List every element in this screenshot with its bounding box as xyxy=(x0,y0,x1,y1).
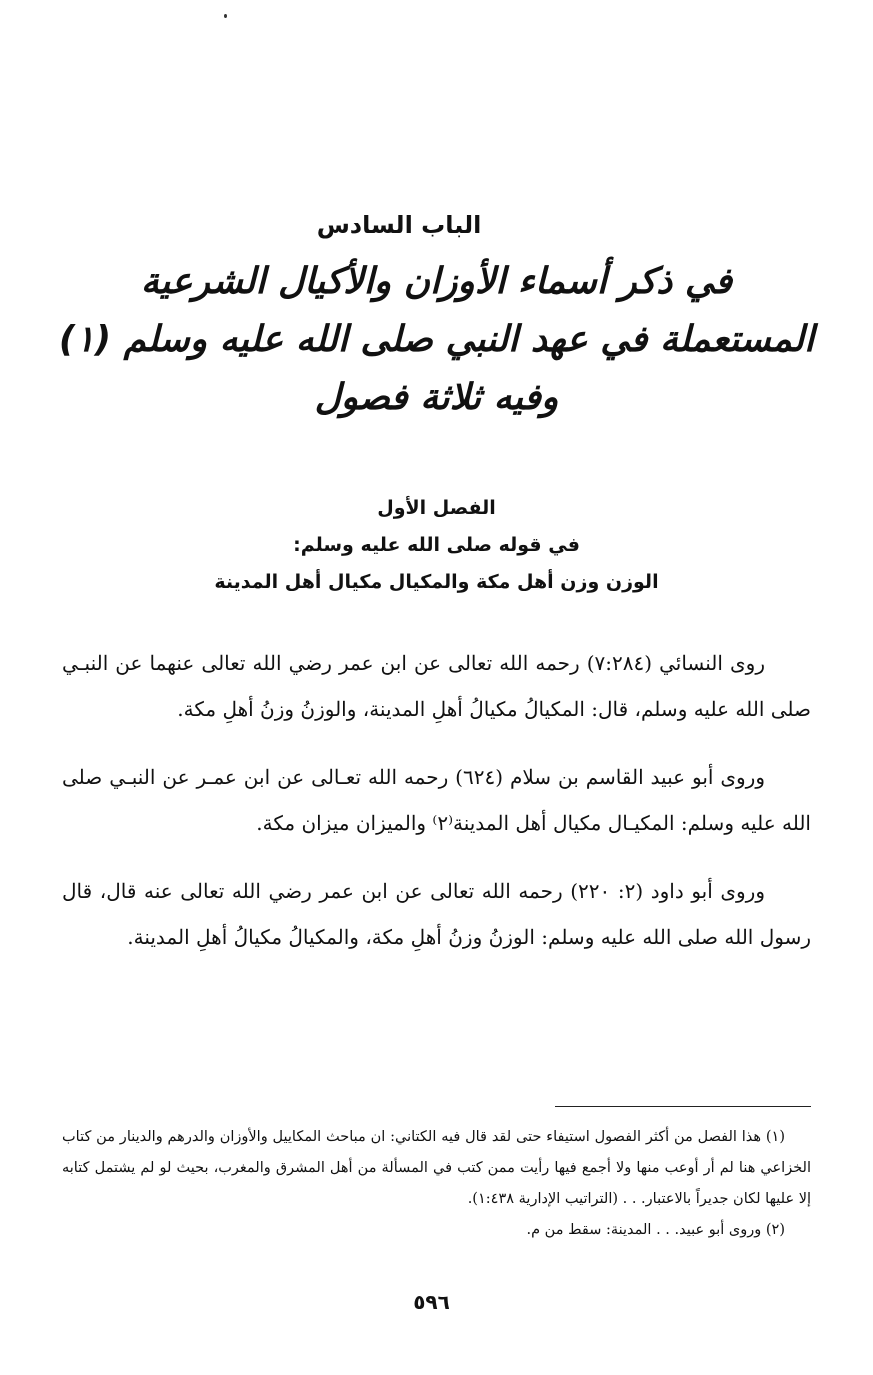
paragraph-2: وروى أبو عبيد القاسم بن سلام (٦٢٤) رحمه الله تعـالى عن ابن عمـر عن النبـي صلى الله عليه وسلم: المكيـال مكيال أهل المدينة⁽٢⁾ والميزان ميزان مكة. xyxy=(62,765,811,835)
chapter-title-line-2: المستعملة في عهد النبي صلى الله عليه وسلم (١) xyxy=(58,319,815,360)
section-subheading: في قوله صلى الله عليه وسلم: xyxy=(293,534,580,556)
chapter-title xyxy=(0,253,873,427)
main-text xyxy=(62,640,811,982)
chapter-label: الباب السادس xyxy=(316,211,482,239)
footnotes xyxy=(62,1122,811,1246)
paragraph-3: وروى أبو داود (٢: ٢٢٠) رحمه الله تعالى عن ابن عمر رضي الله تعالى عنه قال، قال رسول الله صلى الله عليه وسلم: الوزنُ وزنُ أهلِ مكة، والمكيالُ مكيالُ أهلِ المدينة. xyxy=(62,879,811,949)
chapter-title-line-1: في ذكر أسماء الأوزان والأكيال الشرعية xyxy=(140,261,733,302)
footnote-1: (١) هذا الفصل من أكثر الفصول استيفاء حتى لقد قال فيه الكتاني: ان مباحث المكاييل والأوزان والدرهم والدينار من كتاب الخزاعي هنا لم أر أوعب منها ولا أجمع فيها رأيت ممن كتب في المسألة من أهل المشرق والمغرب، بحيث لو لم يشتمل كتابه إلا عليها لكان جديراً بالاعتبار. . . (التراتيب الإدارية ١:٤٣٨). xyxy=(62,1129,811,1207)
section-header xyxy=(0,490,873,601)
chapter-title-line-3: وفيه ثلاثة فصول xyxy=(314,377,559,418)
paragraph-1: روى النسائي (٧:٢٨٤) رحمه الله تعالى عن ابن عمر رضي الله تعالى عنهما عن النبـي صلى الله عليه وسلم، قال: المكيالُ مكيالُ أهلِ المدينة، والوزنُ وزنُ أهلِ مكة. xyxy=(62,651,811,721)
page-number: ٥٩٦ xyxy=(413,1290,450,1314)
scan-speck xyxy=(224,14,227,18)
chapter-header xyxy=(0,205,873,427)
section-heading: الفصل الأول xyxy=(377,497,496,519)
footnote-divider xyxy=(555,1106,811,1107)
section-quote: الوزن وزن أهل مكة والمكيال مكيال أهل المدينة xyxy=(214,571,659,593)
footnote-2: (٢) وروى أبو عبيد. . . المدينة: سقط من م. xyxy=(526,1222,785,1238)
